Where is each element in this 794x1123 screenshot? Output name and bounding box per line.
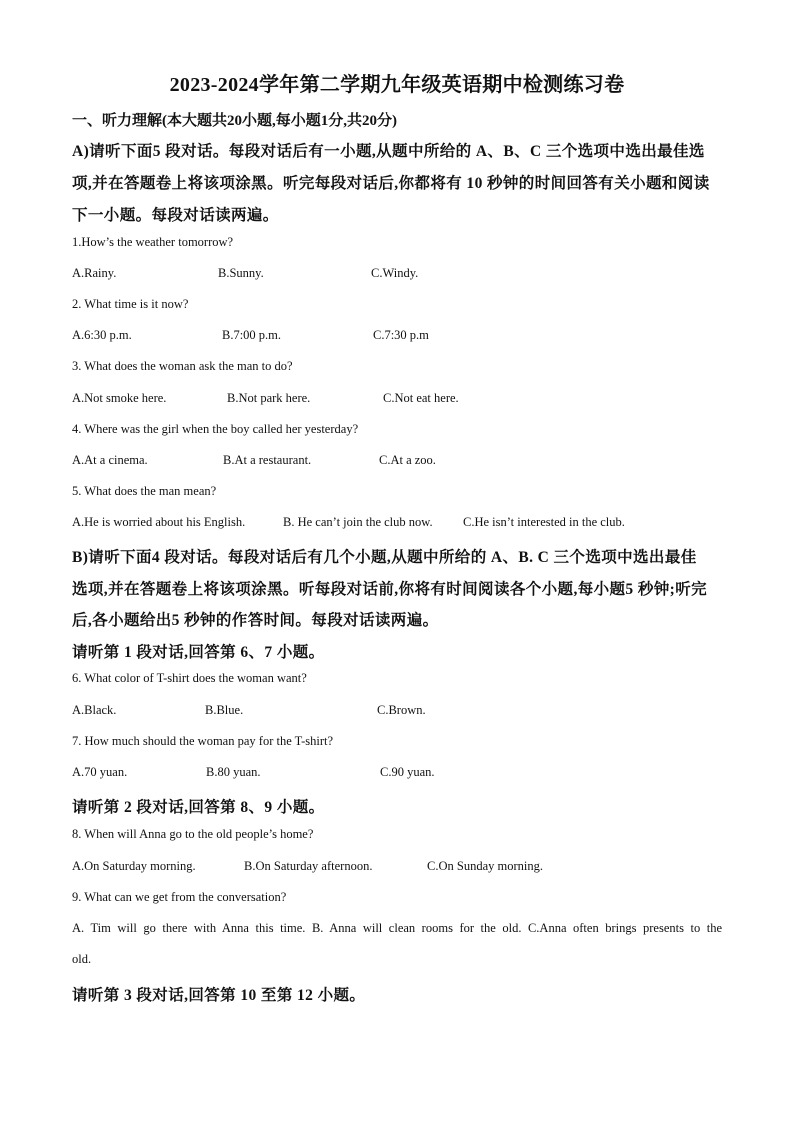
option-a: A.6:30 p.m. bbox=[72, 328, 132, 342]
question-stem: 8. When will Anna go to the old people’s home? bbox=[72, 827, 314, 841]
question-stem: 4. Where was the girl when the boy called her yesterday? bbox=[72, 422, 359, 436]
option-a: A.On Saturday morning. bbox=[72, 859, 196, 873]
part-b-instruction-line: 选项,并在答题卷上将该项涂黑。听每段对话前,你将有时间阅读各个小题,每小题5 秒钟;听完 bbox=[72, 581, 708, 598]
question-stem: 3. What does the woman ask the man to do? bbox=[72, 359, 293, 373]
option-a: A.At a cinema. bbox=[72, 453, 148, 467]
option-a: A.He is worried about his English. bbox=[72, 515, 246, 529]
option-c: C.Brown. bbox=[377, 703, 426, 717]
question-stem: 2. What time is it now? bbox=[72, 297, 189, 311]
option-a: A.Black. bbox=[72, 703, 117, 717]
option-a: A.70 yuan. bbox=[72, 765, 128, 779]
part-b-instruction-line: 后,各小题给出5 秒钟的作答时间。每段对话读两遍。 bbox=[72, 612, 439, 629]
question-stem: 9. What can we get from the conversation? bbox=[72, 890, 287, 904]
question-stem: 5. What does the man mean? bbox=[72, 484, 217, 498]
question-options-wrap: old. bbox=[72, 952, 92, 966]
question-options-line: A. Tim will go there with Anna this time. B. Anna will clean rooms for the old. C.Anna often brings presents to the bbox=[72, 921, 722, 935]
option-a: A.Not smoke here. bbox=[72, 391, 167, 405]
option-b: B.Not park here. bbox=[227, 391, 311, 405]
part-a-instruction-line: A)请听下面5 段对话。每段对话后有一小题,从题中所给的 A、B、C 三个选项中选出最佳选 bbox=[72, 143, 705, 160]
option-c: C.7:30 p.m bbox=[373, 328, 429, 342]
option-c: C.He isn’t interested in the club. bbox=[463, 515, 625, 529]
page-title: 2023-2024学年第二学期九年级英语期中检测练习卷 bbox=[169, 74, 625, 96]
option-c: C.Windy. bbox=[371, 266, 419, 280]
option-b: B.At a restaurant. bbox=[223, 453, 312, 467]
option-a: A.Rainy. bbox=[72, 266, 117, 280]
option-b: B.On Saturday afternoon. bbox=[244, 859, 373, 873]
dialog-heading: 请听第 2 段对话,回答第 8、9 小题。 bbox=[72, 799, 325, 816]
option-c: C.90 yuan. bbox=[380, 765, 435, 779]
question-stem: 1.How’s the weather tomorrow? bbox=[72, 235, 234, 249]
option-b: B. He can’t join the club now. bbox=[283, 515, 433, 529]
part-a-instruction-line: 下一小题。每段对话读两遍。 bbox=[72, 207, 279, 224]
dialog-heading: 请听第 3 段对话,回答第 10 至第 12 小题。 bbox=[72, 987, 366, 1004]
option-c: C.At a zoo. bbox=[379, 453, 436, 467]
option-b: B.Blue. bbox=[205, 703, 244, 717]
question-stem: 6. What color of T-shirt does the woman want? bbox=[72, 671, 307, 685]
section-heading: 一、听力理解(本大题共20小题,每小题1分,共20分) bbox=[72, 113, 397, 129]
part-a-instruction-line: 项,并在答题卷上将该项涂黑。听完每段对话后,你都将有 10 秒钟的时间回答有关小题和阅读 bbox=[72, 175, 710, 192]
question-stem: 7. How much should the woman pay for the T-shirt? bbox=[72, 734, 334, 748]
option-b: B.80 yuan. bbox=[206, 765, 261, 779]
option-c: C.Not eat here. bbox=[383, 391, 459, 405]
option-c: C.On Sunday morning. bbox=[427, 859, 543, 873]
option-b: B.7:00 p.m. bbox=[222, 328, 282, 342]
option-b: B.Sunny. bbox=[218, 266, 264, 280]
dialog-heading: 请听第 1 段对话,回答第 6、7 小题。 bbox=[72, 644, 325, 661]
part-b-instruction-line: B)请听下面4 段对话。每段对话后有几个小题,从题中所给的 A、B. C 三个选项中选出最佳 bbox=[72, 549, 697, 566]
